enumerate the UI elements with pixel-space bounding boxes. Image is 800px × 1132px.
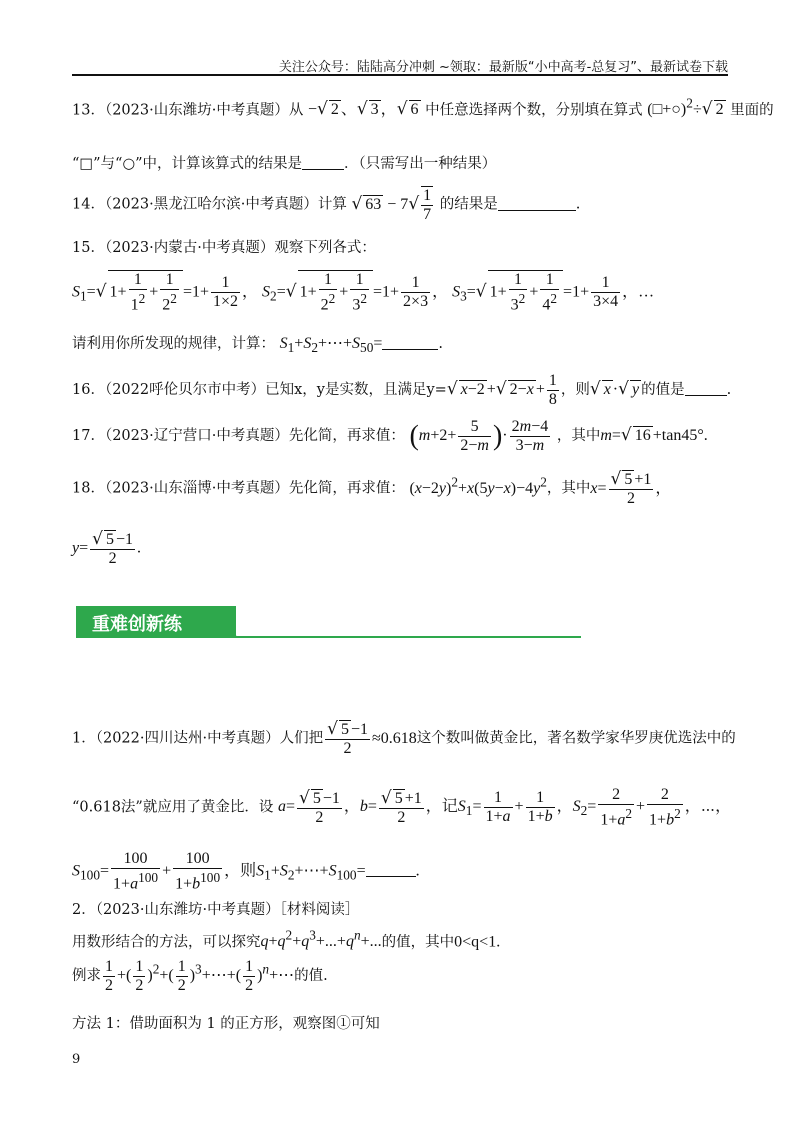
answer-blank[interactable] xyxy=(366,862,416,877)
problem-16-expression: √ x−2 +√ 2−x + $\frac{1}{8}$ xyxy=(446,372,557,408)
section-underline xyxy=(76,636,581,638)
hard-2-line3: 方法 1：借助面积为 1 的正方形，观察图①可知 xyxy=(72,1016,380,1032)
problem-18-mid: ，其中 xyxy=(546,480,591,497)
problem-16-label: 16．（2022呼伦贝尔市中考）已知x，y是实数，且满足y= xyxy=(72,382,447,399)
section-title: 重难创新练 xyxy=(92,614,182,635)
problem-17-label: 17．（2023·辽宁营口·中考真题）先化简，再求值： xyxy=(72,428,405,445)
problem-15-label: 15．（2023·内蒙古·中考真题）观察下列各式： xyxy=(72,240,376,256)
hard-2-line2 xyxy=(72,958,328,995)
hard-2-l1c: 0<q<1. xyxy=(454,933,501,951)
answer-blank[interactable] xyxy=(685,381,727,396)
hard-2-l1b: 的值，其中 xyxy=(381,934,455,951)
problem-14-label: 14．（2023·黑龙江哈尔滨·中考真题）计算 xyxy=(72,196,347,213)
problem-17-condition: m=√ 16 +tan45°. xyxy=(600,425,708,446)
problem-16 xyxy=(72,372,731,409)
problem-13-expression: (□+○)$^2$÷√ 2 xyxy=(647,96,724,120)
problem-13-label: 13．（2023·山东潍坊·中考真题）从 xyxy=(72,102,304,119)
hard-1-line2-text: “0.618法”就应用了黄金比．设 xyxy=(72,799,274,816)
hard-1-line1 xyxy=(72,720,736,758)
hard-1-expression: $\frac{√ 5 -1}{2}$ ≈0.618 xyxy=(327,719,417,757)
problem-14-tail: . xyxy=(575,196,581,213)
hard-2-l2a: 例求 xyxy=(72,968,101,985)
problem-17 xyxy=(72,418,708,455)
hard-1-tail: . xyxy=(415,862,420,880)
answer-blank[interactable] xyxy=(382,335,438,350)
answer-blank[interactable] xyxy=(498,196,576,211)
problem-16-tail: . xyxy=(726,382,732,399)
problem-13-line1 xyxy=(72,96,774,119)
problem-14-end: 的结果是 xyxy=(439,196,498,213)
hard-2-l1-expression: $q+q^2+q^3+...+q^n+$... xyxy=(260,928,382,951)
hard-1-end: 这个数叫做黄金比，著名数学家华罗庚优选法中的 xyxy=(416,730,736,747)
problem-13-line2b: ．（只需写出一种结果） xyxy=(344,156,497,172)
problem-16-end: 的值是 xyxy=(641,382,685,399)
problem-13-numbers: −√ 2 、√ 3 ，√ 6 xyxy=(307,99,419,120)
answer-blank[interactable] xyxy=(302,155,344,170)
problem-17-expression: (m+2+ $\frac{5}{2-m}$ )· $\frac{2m-4}{3-m}$ xyxy=(409,418,549,454)
problem-18-label: 18．（2023·山东淄博·中考真题）先化简，再求值： xyxy=(72,480,405,497)
problem-13-end: 里面的 xyxy=(730,102,774,119)
hard-2-l2b: 的值. xyxy=(294,968,328,985)
hard-2-l2-expression: $\frac{1}{2}$ +( $\frac{1}{2}$ )$^2$+( $\frac{1}{2}$ )$^3$+⋯+( $\frac{1}{2}$ )$^n$+⋯ xyxy=(105,958,295,994)
page-number: 9 xyxy=(72,1052,81,1067)
problem-15-formulas: $S_1=√$ 1+ $\frac{1}{1^2}$ + $\frac{1}{2^2}$ =1+ $\frac{1}{1\times 2}$ ， $S_2=√$ 1+ $\frac{1}{2^2}$ + $\frac{1}{3^2}$ =1+ $\frac{1}{2\times 3}$ ， $S_3=√$ 1+ $\frac{1}{3^2}$ + $\frac{1}{4^2}$ =1+ $\frac{1}{3\times 4}$ ，… xyxy=(72,271,655,314)
problem-13-line2a: “□”与“○”中，计算该算式的结果是 xyxy=(72,156,303,172)
problem-15-ask xyxy=(72,332,443,356)
problem-14-expression: √ 63 − 7√ $\frac{1}{7}$ xyxy=(351,187,432,223)
hard-1-line2-formulas: a= $\frac{√ 5 -1}{2}$ ，b= $\frac{√ 5 +1}{2}$ ，记$S_1=$ $\frac{1}{1+a}$ + $\frac{1}{1+b}$ ，$S_2=$ $\frac{2}{1+a^2}$ + $\frac{2}{1+b^2}$ ，⋯， xyxy=(277,786,732,829)
hard-1-line2 xyxy=(72,786,731,829)
hard-2-label: 2．（2023·山东潍坊·中考真题）［材料阅读］ xyxy=(72,902,360,918)
header-rule xyxy=(72,74,728,76)
hard-2-l1a: 用数形结合的方法，可以探究 xyxy=(72,934,261,951)
problem-17-mid: ，其中 xyxy=(556,428,601,445)
problem-13-line2 xyxy=(72,152,496,173)
problem-15-ask-text: 请利用你所发现的规律，计算： xyxy=(72,336,275,352)
problem-13-mid: 中任意选择两个数，分别填在算式 xyxy=(425,102,643,119)
problem-18-expression: $(x-2y)^2+x(5y-x)-4y^2$ xyxy=(409,474,547,497)
hard-1-line3: $S_{100}=$ $\frac{100}{1+a^{100}}$ + $\frac{100}{1+b^{100}}$ ，则$S_1+S_2+\cdots+S_{100}=$ . xyxy=(72,850,420,893)
problem-16-expression2: √ x ·√ y xyxy=(589,379,640,400)
problem-16-mid: ，则 xyxy=(560,382,590,399)
problem-18-condition-x: x= $\frac{√ 5 +1}{2}$ ， xyxy=(590,469,672,507)
problem-15-tail: . xyxy=(438,336,443,352)
problem-14 xyxy=(72,186,580,224)
hard-2-line1 xyxy=(72,928,500,951)
page-header: 关注公众号：陆陆高分冲刺 ~领取：最新版“小中高考-总复习”、最新试卷下载 xyxy=(278,60,728,75)
problem-18-condition-y: y= $\frac{√ 5 -1}{2}$ . xyxy=(72,529,142,567)
hard-1-label: 1．（2022·四川达州·中考真题）人们把 xyxy=(72,730,324,747)
problem-15-sum: $S_1+S_2+\cdots+S_{50}=$ xyxy=(279,335,383,356)
problem-18 xyxy=(72,470,671,508)
